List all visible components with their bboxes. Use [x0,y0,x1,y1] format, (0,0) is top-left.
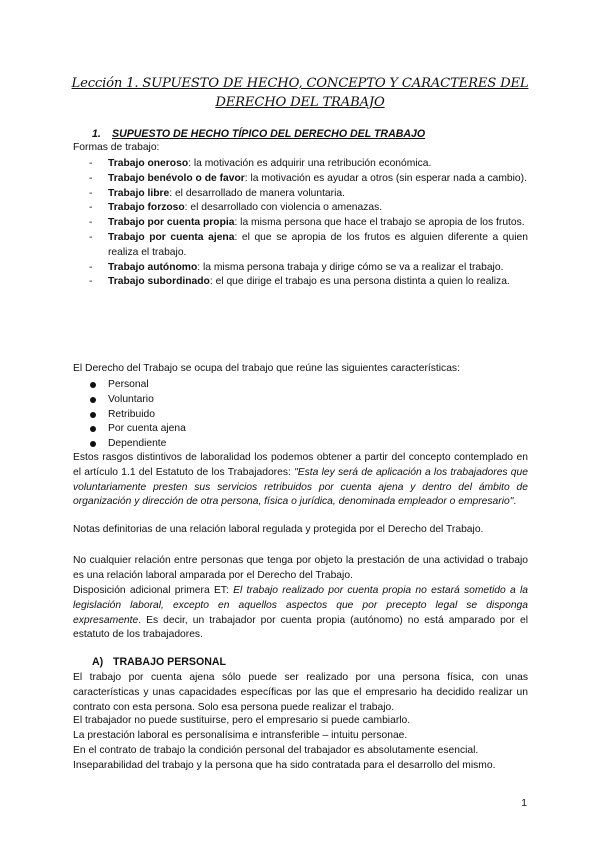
rasgos-paragraph: Estos rasgos distintivos de laboralidad los podemos obtener a partir del concepto contemplado en el artículo 1.1 del Estatuto de los Trabajadores: "Esta ley será de aplicación a los trabajadores que voluntariamente presten sus servicios retribuidos por cuenta ajena y dentro del ámbito de organización y dirección de otra persona, física o jurídica, denominada empleador o empresario". [73,452,528,508]
page-number: 1 [521,798,527,809]
formas-list [73,157,528,290]
list-item: Dependiente [73,437,186,452]
subsection-number: A) [92,656,104,668]
page-title: Lección 1. SUPUESTO DE HECHO, CONCEPTO Y CARACTERES DEL DERECHO DEL TRABAJO [71,76,529,110]
list-item: Voluntario [73,393,186,408]
list-item: - Trabajo benévolo o de favor: la motivación es ayudar a otros (sin esperar nada a cambio). [73,172,528,187]
list-item: Personal [73,378,186,393]
formas-intro: Formas de trabajo: [73,142,160,153]
caracteristicas-list [73,378,186,452]
personal-line: La prestación laboral es personalísima e intransferible – intuitu personae. [73,730,408,741]
subsection-heading [92,656,226,668]
personal-line: Inseparabilidad del trabajo y la persona que ha sido contratada para el desarrollo del mismo. [73,760,496,771]
disposicion-quote: El trabajo realizado por cuenta propia no estará sometido a la legislación laboral, excepto en aquellos aspectos que por precepto legal se disponga expresamente [73,585,528,626]
list-item: - Trabajo autónomo: la misma persona trabaja y dirige cómo se va a realizar el trabajo. [73,261,528,276]
list-item: - Trabajo libre: el desarrollado de manera voluntaria. [73,187,528,202]
list-item: Por cuenta ajena [73,422,186,437]
disposicion-paragraph: Disposición adicional primera ET: El trabajo realizado por cuenta propia no estará sometido a la legislación laboral, excepto en aquellos aspectos que por precepto legal se disponga expresamente. Es decir, un trabajador por cuenta propia (autónomo) no está amparado por el estatuto de los trabajadores. [73,585,528,641]
personal-paragraph: El trabajo por cuenta ajena sólo puede ser realizado por una persona física, con unas características y unas capacidades específicas por las que el empresario ha decidido realizar un contrato con esta persona. Solo esa persona puede realizar el trabajo. [73,672,528,713]
list-item: - Trabajo forzoso: el desarrollado con violencia o amenazas. [73,201,528,216]
subsection-title: TRABAJO PERSONAL [113,656,227,668]
no-cualquier-paragraph: No cualquier relación entre personas que tenga por objeto la prestación de una actividad o trabajo es una relación laboral amparada por el Derecho del Trabajo. [73,555,528,581]
list-item: - Trabajo oneroso: la motivación es adquirir una retribución económica. [73,157,528,172]
list-item: - Trabajo por cuenta propia: la misma persona que hace el trabajo se apropia de los frutos. [73,216,528,231]
notas-line: Notas definitorias de una relación laboral regulada y protegida por el Derecho del Trabajo. [73,524,484,535]
list-item: - Trabajo subordinado: el que dirige el trabajo es una persona distinta a quien lo realiza. [73,275,528,290]
personal-line: En el contrato de trabajo la condición personal del trabajador es absolutamente esencial. [73,745,479,756]
section-title: SUPUESTO DE HECHO TÍPICO DEL DERECHO DEL TRABAJO [112,128,426,140]
section-heading [92,128,425,140]
article-quote: "Esta ley será de aplicación a los trabajadores que voluntariamente presten sus servicios retribuidos por cuenta ajena y dentro del ámbito de organización y dirección de otra persona, física o jurídica, denominada empleador o empresario" [73,466,528,508]
section-number: 1. [92,128,101,140]
list-item: - Trabajo por cuenta ajena: el que se apropia de los frutos es alguien diferente a quien realiza el trabajo. [73,231,528,261]
caracteristicas-intro: El Derecho del Trabajo se ocupa del trabajo que reúne las siguientes características: [73,363,460,374]
list-item: Retribuido [73,408,186,423]
personal-line: El trabajador no puede sustituirse, pero el empresario si puede cambiarlo. [73,715,411,726]
